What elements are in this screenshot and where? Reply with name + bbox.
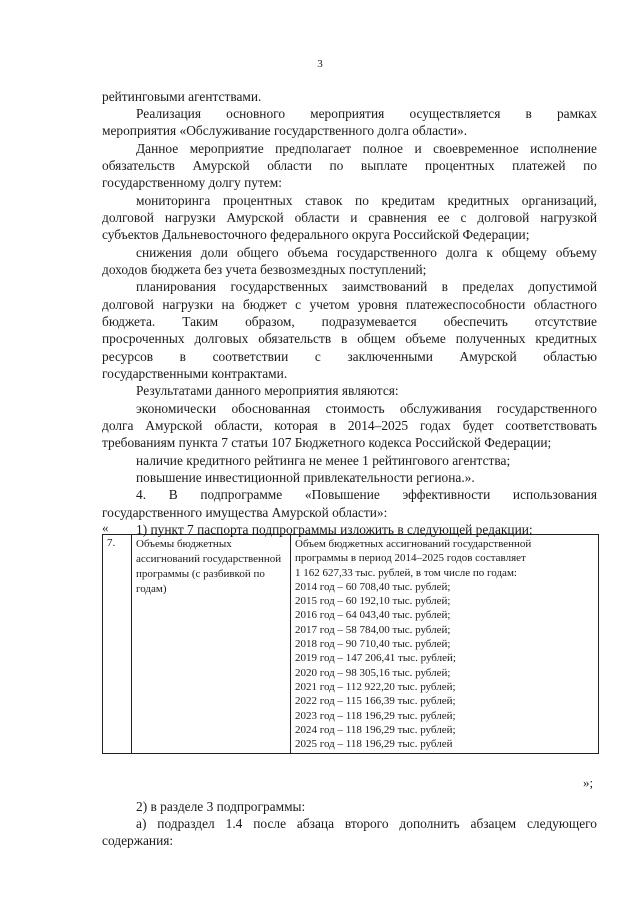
content-line: 2023 год – 118 196,29 тыс. рублей; — [295, 709, 456, 722]
text-line: мониторинга процентных ставок по кредитам кредитных организаций, — [136, 193, 597, 208]
text-line: планирования государственных заимствований в пределах допустимой — [136, 279, 597, 294]
content-line: 2019 год – 147 206,41 тыс. рублей; — [295, 652, 456, 665]
text-line: 2) в разделе 3 подпрограммы: — [136, 799, 306, 814]
content-line: 2020 год – 98 305,16 тыс. рублей; — [295, 666, 451, 679]
content-line: 2015 год – 60 192,10 тыс. рублей; — [295, 595, 451, 608]
text-line: государственного имущества Амурской области»: — [102, 505, 388, 520]
text-line: государственными контрактами. — [102, 366, 288, 381]
content-line: 2025 год – 118 196,29 тыс. рублей — [295, 738, 453, 751]
text-line: 1) пункт 7 паспорта подпрограммы изложить в следующей редакции: — [136, 522, 533, 537]
text-line: долговой нагрузки Амурской области и сравнения ее с долговой нагрузкой — [102, 210, 597, 225]
text-line: ресурсов в соответствии с заключенными Амурской областью — [102, 349, 597, 364]
text-line: бюджета. Таким образом, подразумевается обеспечить отсутствие — [102, 314, 597, 329]
text-line: просроченных долговых обязательств в общем объеме полученных кредитных — [102, 331, 597, 346]
row-label: Объемы бюджетных ассигнований государственной программы (с разбивкой по годам) — [132, 535, 291, 754]
text-line: государственному долгу путем: — [102, 175, 282, 190]
content-line: программы в период 2014–2025 годов составляет — [295, 552, 526, 565]
text-line: содержания: — [102, 833, 174, 848]
content-line: 2022 год – 115 166,39 тыс. рублей; — [295, 695, 456, 708]
table-row — [103, 535, 599, 754]
content-line: Объем бюджетных ассигнований государственной — [295, 538, 532, 550]
text-line: доходов бюджета без учета безвозмездных поступлений; — [102, 262, 427, 277]
content-line: 2024 год – 118 196,29 тыс. рублей; — [295, 723, 456, 736]
text-line: мероприятия «Обслуживание государственного долга области». — [102, 123, 468, 138]
content-line: 2018 год – 90 710,40 тыс. рублей; — [295, 638, 451, 651]
text-line: снижения доли общего объема государственного долга к общему объему — [136, 245, 597, 260]
text-line: повышение инвестиционной привлекательности региона.». — [136, 470, 475, 485]
text-line: наличие кредитного рейтинга не менее 1 рейтингового агентства; — [136, 453, 511, 468]
open-quote: « — [102, 520, 109, 535]
text-line: требованиям пункта 7 статьи 107 Бюджетного кодекса Российской Федерации; — [102, 435, 552, 450]
text-line: Реализация основного мероприятия осуществляется в рамках — [136, 106, 597, 121]
text-line: долга Амурской области, которая в 2014–2025 годах будет соответствовать — [102, 418, 597, 433]
content-line: 2021 год – 112 922,20 тыс. рублей; — [295, 680, 456, 693]
text-line: субъектов Дальневосточного федерального округа Российской Федерации; — [102, 227, 530, 242]
content-line: 2017 год – 58 784,00 тыс. рублей; — [295, 623, 451, 636]
row-number: 7. — [103, 535, 132, 754]
page-number: 3 — [317, 58, 323, 70]
passport-table — [102, 534, 599, 754]
text-line: долговой нагрузки на бюджет с учетом уровня платежеспособности областного — [102, 297, 597, 312]
text-line: экономически обоснованная стоимость обслуживания государственного — [136, 401, 597, 416]
content-line: 1 162 627,33 тыс. рублей, в том числе по годам: — [295, 566, 517, 579]
text-line: рейтинговыми агентствами. — [102, 89, 262, 104]
text-line: а) подраздел 1.4 после абзаца второго дополнить абзацем следующего — [136, 816, 597, 831]
text-line: Результатами данного мероприятия являются: — [136, 383, 399, 398]
text-line: обязательств Амурской области по выплате процентных платежей по — [102, 158, 597, 173]
close-quote: »; — [583, 775, 594, 790]
content-line: 2014 год – 60 708,40 тыс. рублей; — [295, 580, 451, 593]
row-content — [291, 535, 599, 754]
text-line: Данное мероприятие предполагает полное и своевременное исполнение — [136, 141, 597, 156]
content-line: 2016 год – 64 043,40 тыс. рублей; — [295, 609, 451, 622]
text-line: 4. В подпрограмме «Повышение эффективности использования — [136, 487, 597, 502]
